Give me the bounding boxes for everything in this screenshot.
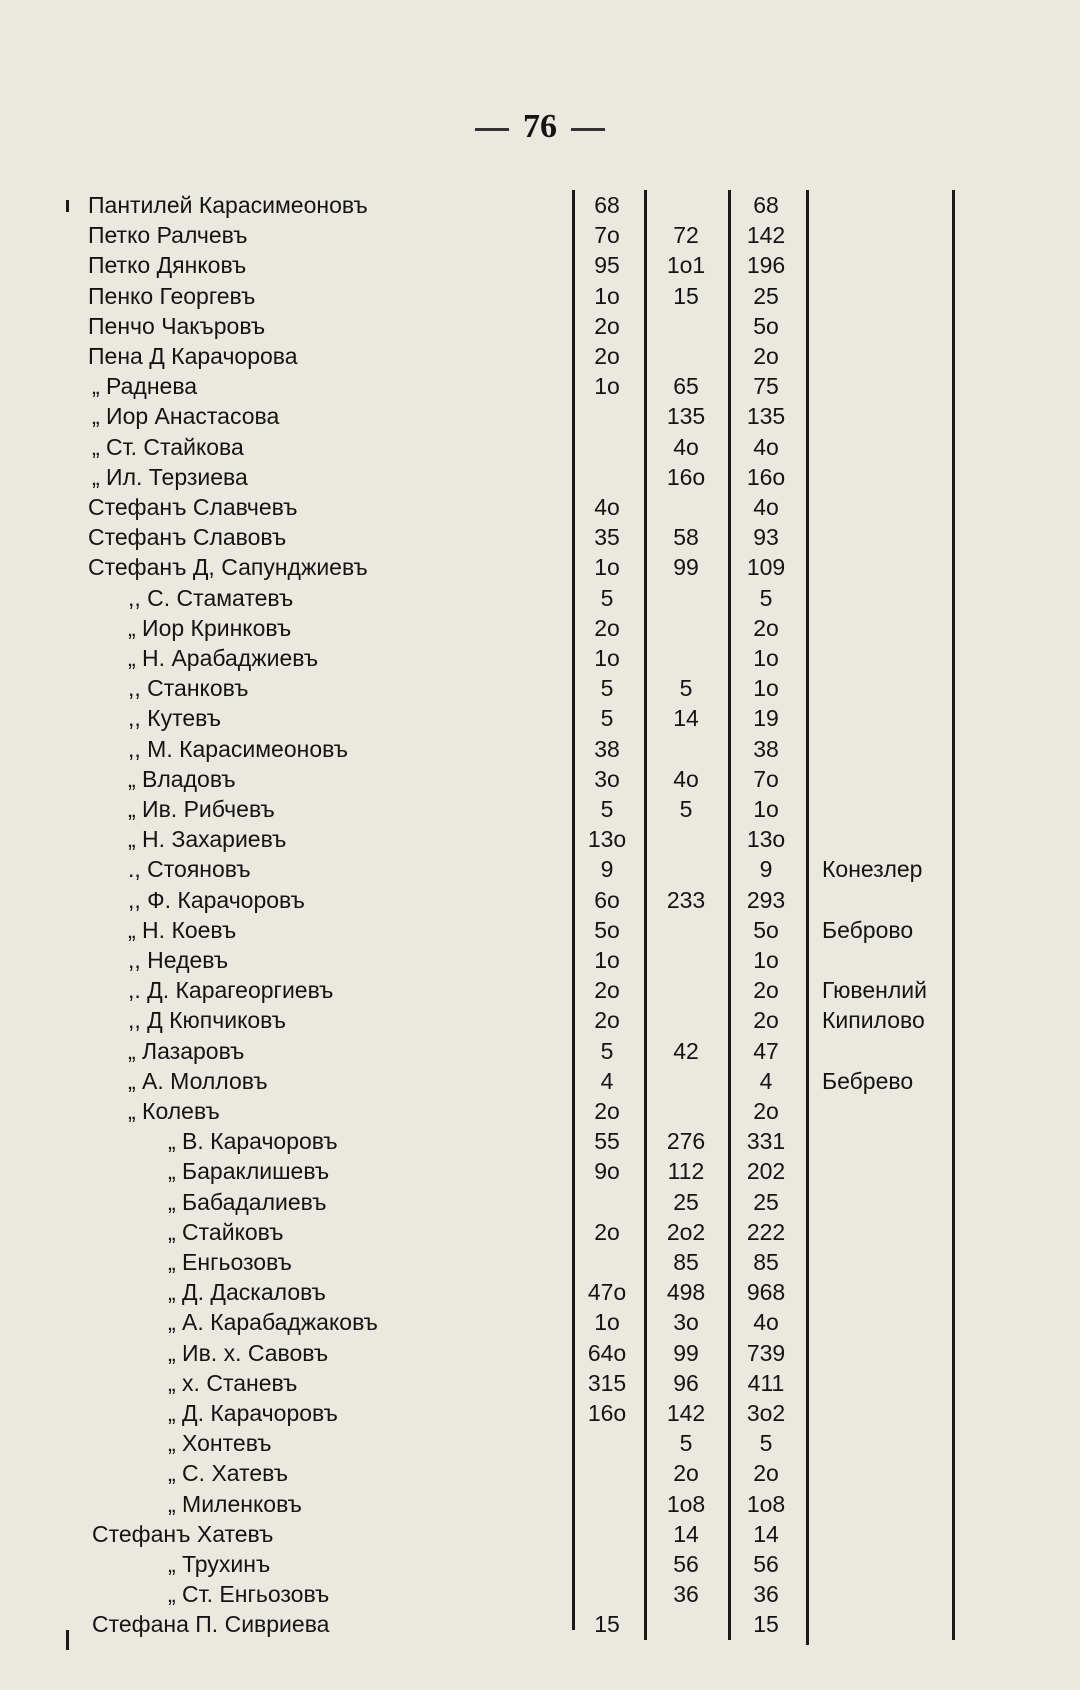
name-cell: „ Бабадалиевъ [168, 1188, 327, 1215]
table-row [0, 854, 1080, 884]
table-row [0, 764, 1080, 794]
name-cell: ., Стояновъ [128, 856, 251, 883]
name-cell: Петко Дянковъ [88, 252, 247, 279]
name-cell: „ Ив. х. Савовъ [168, 1339, 329, 1366]
page-number: 76 [523, 108, 557, 145]
name-cell: ,, Ф. Карачоровъ [128, 886, 305, 913]
amount-cell-1: 38 [594, 735, 620, 762]
amount-cell-1: 5 [600, 584, 614, 611]
amount-cell-1: 64о [587, 1339, 627, 1366]
name-cell: Пенчо Чакъровъ [88, 312, 266, 339]
total-cell: 3о2 [746, 1400, 786, 1426]
total-cell: 5о [753, 916, 779, 943]
table-row [0, 250, 1080, 280]
name-cell: ,, Станковъ [128, 675, 249, 702]
name-cell: Стефанъ Хатевъ [92, 1520, 274, 1547]
name-cell: „ Д. Даскаловъ [168, 1279, 326, 1306]
table-row [0, 1338, 1080, 1368]
total-cell: 56 [753, 1551, 779, 1577]
name-cell: „ Стайковъ [168, 1218, 284, 1245]
total-cell: 5 [759, 584, 773, 611]
amount-cell-2: 72 [673, 222, 699, 249]
name-cell: Стефанъ Славчевъ [88, 494, 298, 520]
place-cell: Кипилово [822, 1007, 925, 1034]
table-row [0, 1247, 1080, 1277]
amount-cell-1: 47о [587, 1279, 627, 1306]
name-cell: „ С. Хатевъ [168, 1460, 288, 1487]
total-cell: 135 [746, 403, 786, 430]
amount-cell-1: 1о [594, 1309, 620, 1336]
amount-cell-2: 96 [673, 1369, 699, 1396]
total-cell: 2о [753, 1460, 779, 1487]
name-cell: ,. Д. Карагеоргиевъ [128, 977, 334, 1004]
name-cell: „ Н. Коевъ [128, 916, 237, 943]
amount-cell-1: 315 [587, 1369, 627, 1396]
amount-cell-1: 2о [594, 1098, 620, 1124]
amount-cell-1: 5 [600, 796, 614, 822]
total-cell: 2о [753, 1007, 779, 1034]
name-cell: Пантилей Карасимеоновъ [88, 192, 368, 218]
amount-cell-2: 498 [666, 1279, 706, 1306]
total-cell: 68 [753, 192, 779, 218]
total-cell: 142 [746, 222, 786, 249]
amount-cell-2: 112 [667, 1158, 705, 1185]
total-cell: 109 [746, 554, 786, 581]
table-row [0, 492, 1080, 522]
amount-cell-1: 2о [594, 312, 620, 339]
amount-cell-1: 2о [594, 614, 620, 641]
table-row [0, 824, 1080, 854]
total-cell: 38 [753, 735, 779, 762]
name-cell: „ Колевъ [128, 1098, 220, 1124]
total-cell: 14 [753, 1520, 779, 1547]
total-cell: 13о [746, 826, 786, 853]
name-cell: „ Трухинъ [168, 1551, 271, 1577]
amount-cell-2: 58 [673, 524, 699, 551]
name-cell: ,, Кутевъ [128, 705, 221, 732]
amount-cell-2: 25 [673, 1188, 699, 1215]
amount-cell-1: 1о [594, 947, 620, 973]
total-cell: 4о [753, 494, 779, 520]
table-row [0, 1609, 1080, 1639]
amount-cell-2: 233 [666, 886, 706, 913]
name-cell: „ Иор Кринковъ [128, 614, 292, 641]
total-cell: 968 [746, 1279, 786, 1306]
table-row [0, 220, 1080, 250]
place-cell: Бебрево [822, 1067, 914, 1094]
amount-cell-1: 2о [594, 1218, 620, 1245]
table-row [0, 1096, 1080, 1126]
name-cell: Стефанъ Славовъ [88, 524, 287, 551]
name-cell: „ Иор Анастасова [92, 403, 280, 430]
name-cell: „ Н. Арабаджиевъ [128, 645, 319, 671]
total-cell: 15 [753, 1611, 779, 1638]
total-cell: 7о [753, 765, 779, 792]
total-cell: 1о [753, 796, 779, 822]
amount-cell-1: 5 [600, 675, 614, 702]
name-cell: Стефана П. Сивриева [92, 1611, 330, 1638]
amount-cell-1: 9о [594, 1158, 620, 1185]
amount-cell-1: 9 [600, 856, 614, 883]
total-cell: 85 [753, 1249, 779, 1275]
amount-cell-1: 5 [600, 1037, 614, 1064]
total-cell: 5о [753, 312, 779, 339]
table-row [0, 583, 1080, 613]
amount-cell-2: 16о [666, 463, 706, 490]
amount-cell-2: 2о2 [666, 1218, 706, 1245]
amount-cell-1: 4 [600, 1067, 614, 1094]
amount-cell-1: 1о [594, 373, 620, 400]
total-cell: 5 [759, 1430, 773, 1457]
table-row [0, 1489, 1080, 1519]
table-row [0, 1036, 1080, 1066]
name-cell: „ В. Карачоровъ [168, 1128, 338, 1155]
amount-cell-2: 85 [673, 1249, 699, 1275]
name-cell: „ Ст. Енгьозовъ [168, 1581, 330, 1608]
total-cell: 196 [746, 252, 786, 279]
table-row [0, 915, 1080, 945]
name-cell: ,, Недевъ [128, 947, 229, 973]
amount-cell-2: 5 [679, 796, 693, 822]
name-cell: „ Ив. Рибчевъ [128, 796, 275, 822]
amount-cell-1: 95 [594, 252, 620, 279]
name-cell: Петко Ралчевъ [88, 222, 248, 249]
total-cell: 739 [746, 1339, 786, 1366]
amount-cell-2: 4о [673, 433, 699, 460]
total-cell: 2о [753, 343, 779, 369]
right-dash [571, 128, 605, 131]
total-cell: 19 [753, 705, 779, 732]
table-row [0, 462, 1080, 492]
page-number-header [0, 108, 1080, 146]
total-cell: 331 [746, 1128, 786, 1155]
name-cell: „ Ст. Стайкова [92, 433, 244, 460]
amount-cell-2: 36 [673, 1581, 699, 1608]
amount-cell-2: 15 [673, 282, 699, 309]
table-row [0, 1066, 1080, 1096]
name-cell: ,, Д Кюпчиковъ [128, 1007, 287, 1034]
amount-cell-1: 7о [594, 222, 620, 249]
total-cell: 202 [746, 1158, 786, 1185]
place-cell: Гювенлий [822, 977, 927, 1004]
table-row [0, 885, 1080, 915]
amount-cell-2: 1о8 [666, 1490, 706, 1517]
amount-cell-2: 99 [673, 1339, 699, 1366]
table-row [0, 643, 1080, 673]
table-row [0, 401, 1080, 431]
amount-cell-1: 13о [587, 826, 627, 853]
place-cell: Конезлер [822, 856, 923, 883]
total-cell: 411 [747, 1369, 785, 1396]
table-row [0, 1005, 1080, 1035]
name-cell: „ Н. Захариевъ [128, 826, 287, 853]
amount-cell-2: 142 [666, 1400, 706, 1426]
name-cell: Пенко Георгевъ [88, 282, 256, 309]
total-cell: 9 [759, 856, 773, 883]
amount-cell-1: 55 [594, 1128, 620, 1155]
name-cell: „ Д. Карачоровъ [168, 1400, 338, 1426]
total-cell: 1о [753, 947, 779, 973]
amount-cell-1: 5 [600, 705, 614, 732]
amount-cell-2: 2о [673, 1460, 699, 1487]
amount-cell-1: 4о [594, 494, 620, 520]
table-row [0, 1398, 1080, 1428]
total-cell: 4о [753, 1309, 779, 1336]
total-cell: 47 [753, 1037, 779, 1064]
table-row [0, 734, 1080, 764]
table-row [0, 1156, 1080, 1186]
left-dash [475, 128, 509, 131]
table-row [0, 1579, 1080, 1609]
total-cell: 1о8 [746, 1490, 786, 1517]
name-cell: „ Ил. Терзиева [92, 463, 248, 490]
total-cell: 2о [753, 1098, 779, 1124]
amount-cell-2: 56 [673, 1551, 699, 1577]
table-row [0, 1549, 1080, 1579]
amount-cell-1: 1о [594, 554, 620, 581]
table-row [0, 1126, 1080, 1156]
amount-cell-1: 16о [587, 1400, 627, 1426]
ledger-table [0, 190, 1080, 1650]
table-row [0, 190, 1080, 220]
amount-cell-1: 5о [594, 916, 620, 943]
amount-cell-2: 3о [673, 1309, 699, 1336]
total-cell: 2о [753, 614, 779, 641]
table-row [0, 281, 1080, 311]
table-row [0, 371, 1080, 401]
name-cell: „ х. Станевъ [168, 1369, 298, 1396]
name-cell: ,, М. Карасимеоновъ [128, 735, 348, 762]
amount-cell-2: 5 [679, 675, 693, 702]
total-cell: 2о [753, 977, 779, 1004]
amount-cell-1: 6о [594, 886, 620, 913]
amount-cell-1: 2о [594, 977, 620, 1004]
amount-cell-2: 14 [673, 705, 699, 732]
table-row [0, 522, 1080, 552]
amount-cell-1: 1о [594, 645, 620, 671]
name-cell: „ Миленковъ [168, 1490, 302, 1517]
name-cell: „ А. Молловъ [128, 1067, 268, 1094]
amount-cell-2: 14 [673, 1520, 699, 1547]
total-cell: 293 [746, 886, 786, 913]
name-cell: „ Хонтевъ [168, 1430, 272, 1457]
table-row [0, 1519, 1080, 1549]
total-cell: 4о [753, 433, 779, 460]
amount-cell-1: 35 [594, 524, 620, 551]
table-row [0, 1217, 1080, 1247]
total-cell: 222 [746, 1218, 786, 1245]
amount-cell-1: 68 [594, 192, 620, 218]
table-row [0, 1458, 1080, 1488]
amount-cell-2: 42 [673, 1037, 699, 1064]
total-cell: 1о [753, 645, 779, 671]
table-row [0, 311, 1080, 341]
table-row [0, 432, 1080, 462]
amount-cell-1: 1о [594, 282, 620, 309]
amount-cell-1: 2о [594, 343, 620, 369]
total-cell: 25 [753, 1188, 779, 1215]
name-cell: „ Раднева [92, 373, 198, 400]
name-cell: „ Енгьозовъ [168, 1249, 292, 1275]
total-cell: 93 [753, 524, 779, 551]
amount-cell-2: 135 [666, 403, 706, 430]
place-cell: Беброво [822, 916, 914, 943]
table-row [0, 945, 1080, 975]
name-cell: „ Бараклишевъ [168, 1158, 330, 1185]
name-cell: „ Лазаровъ [128, 1037, 245, 1064]
amount-cell-1: 2о [594, 1007, 620, 1034]
table-row [0, 1187, 1080, 1217]
table-row [0, 1307, 1080, 1337]
table-row [0, 703, 1080, 733]
table-row [0, 613, 1080, 643]
name-cell: „ А. Карабаджаковъ [168, 1309, 378, 1336]
table-row [0, 673, 1080, 703]
amount-cell-2: 4о [673, 765, 699, 792]
total-cell: 25 [753, 282, 779, 309]
name-cell: Пена Д Карачорова [88, 343, 298, 369]
amount-cell-2: 99 [673, 554, 699, 581]
table-row [0, 1368, 1080, 1398]
total-cell: 4 [759, 1067, 773, 1094]
table-row [0, 341, 1080, 371]
total-cell: 1о [753, 675, 779, 702]
amount-cell-2: 1о1 [666, 252, 706, 279]
table-row [0, 552, 1080, 582]
amount-cell-1: 15 [594, 1611, 620, 1638]
amount-cell-2: 276 [666, 1128, 706, 1155]
amount-cell-2: 5 [679, 1430, 693, 1457]
table-row [0, 1428, 1080, 1458]
amount-cell-2: 65 [673, 373, 699, 400]
total-cell: 75 [753, 373, 779, 400]
name-cell: Стефанъ Д, Сапунджиевъ [88, 554, 368, 581]
total-cell: 16о [746, 463, 786, 490]
total-cell: 36 [753, 1581, 779, 1608]
table-row [0, 975, 1080, 1005]
name-cell: „ Владовъ [128, 765, 236, 792]
table-row [0, 794, 1080, 824]
name-cell: ,, С. Стаматевъ [128, 584, 294, 611]
amount-cell-1: 3о [594, 765, 620, 792]
table-row [0, 1277, 1080, 1307]
